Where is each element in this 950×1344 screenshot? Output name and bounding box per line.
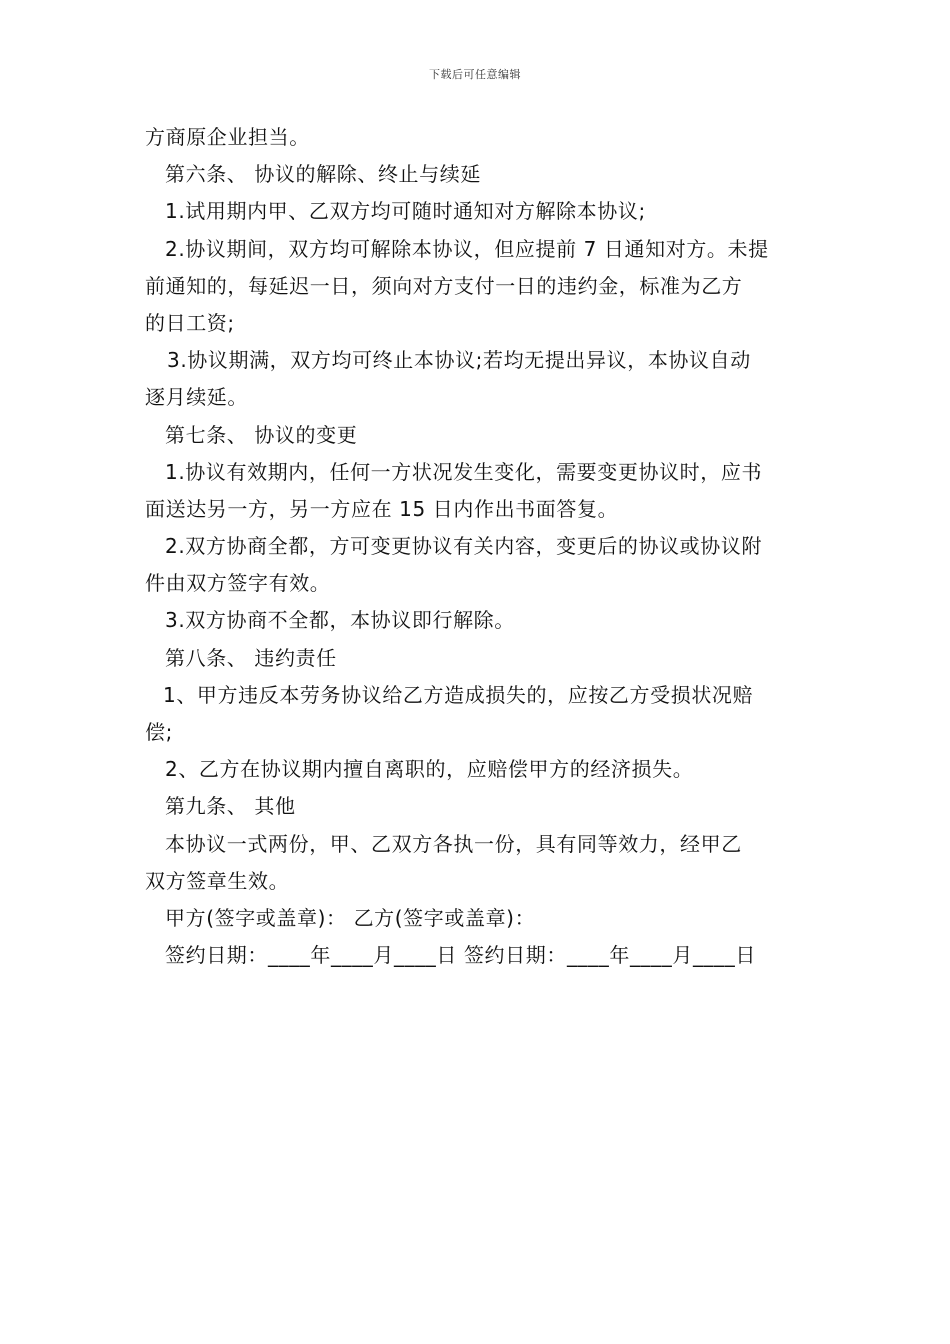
text-line: 的日工资;	[145, 310, 235, 335]
page-header: 下载后可任意编辑	[429, 68, 521, 81]
text-line: 面送达另一方，另一方应在 15 日内作出书面答复。	[145, 496, 619, 521]
article-heading-7: 第七条、 协议的变更	[165, 422, 358, 447]
text-line: 偿;	[145, 720, 173, 744]
article-heading-6: 第六条、 协议的解除、终止与续延	[165, 162, 481, 187]
text-line: 1.协议有效期内，任何一方状况发生变化，需要变更协议时，应书	[165, 459, 763, 484]
signing-date-line: 签约日期：____年____月____日 签约日期：____年____月____日	[165, 943, 756, 968]
text-line: 1.试用期内甲、乙双方均可随时通知对方解除本协议;	[165, 199, 646, 224]
text-line: 2.双方协商全都，方可变更协议有关内容，变更后的协议或协议附	[165, 534, 763, 559]
text-line: 2.协议期间，双方均可解除本协议，但应提前 7 日通知对方。未提	[165, 236, 769, 261]
text-line: 2、乙方在协议期内擅自离职的，应赔偿甲方的经济损失。	[165, 757, 694, 782]
document-body	[145, 119, 810, 974]
signature-line: 甲方(签字或盖章)： 乙方(签字或盖章)：	[165, 905, 536, 930]
text-line: 1、甲方违反本劳务协议给乙方造成损失的，应按乙方受损状况赔	[163, 682, 754, 707]
text-line: 3.双方协商不全都，本协议即行解除。	[165, 608, 515, 633]
text-line: 方商原企业担当。	[145, 125, 310, 149]
text-line: 前通知的，每延迟一日，须向对方支付一日的违约金，标准为乙方	[145, 273, 743, 298]
text-line: 双方签章生效。	[145, 868, 290, 893]
text-line: 逐月续延。	[145, 385, 248, 410]
article-heading-8: 第八条、 违约责任	[165, 645, 337, 670]
article-heading-9: 第九条、 其他	[165, 794, 296, 819]
text-line: 3.协议期满，双方均可终止本协议;若均无提出异议，本协议自动	[167, 348, 751, 373]
text-line: 本协议一式两份，甲、乙双方各执一份，具有同等效力，经甲乙	[165, 831, 742, 856]
text-line: 件由双方签字有效。	[145, 571, 331, 596]
